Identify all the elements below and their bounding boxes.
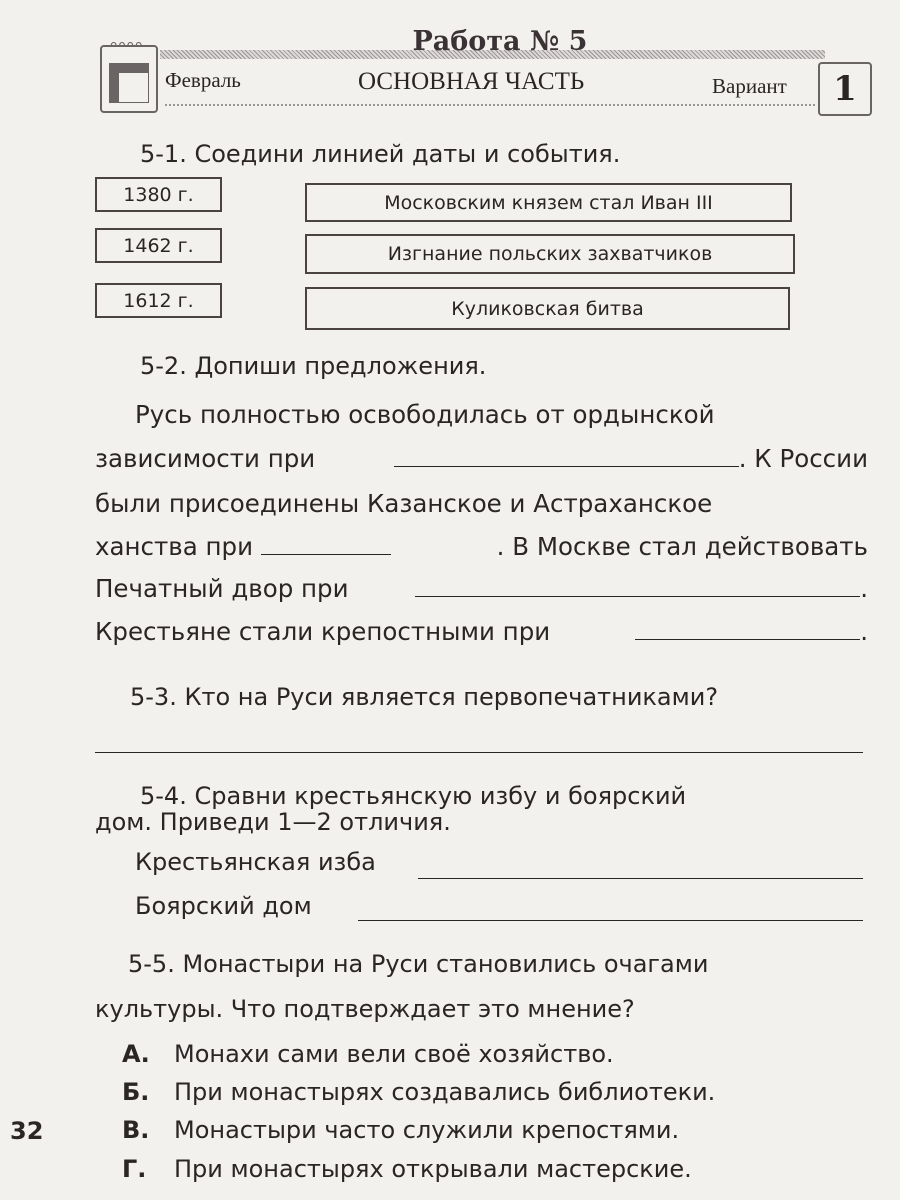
answer-blank[interactable]	[394, 445, 739, 467]
task4-heading-cont: дом. Приведи 1—2 отличия.	[95, 808, 451, 836]
text-line: Крестьяне стали крепостными при .	[95, 617, 868, 646]
task4-heading: 5-4. Сравни крестьянскую избу и боярский	[140, 782, 687, 810]
header-dotted-rule	[165, 104, 815, 106]
task5-heading-cont: культуры. Что подтверждает это мнение?	[95, 995, 635, 1023]
answer-line[interactable]	[95, 752, 863, 753]
answer-line[interactable]	[358, 920, 863, 921]
event-box: Изгнание польских захватчиков	[305, 234, 795, 274]
answer-blank[interactable]	[261, 533, 391, 555]
answer-blank[interactable]	[635, 618, 860, 640]
text-line: были присоединены Казанское и Астраханское	[95, 489, 713, 518]
task1-heading: 5-1. Соедини линией даты и события.	[140, 140, 621, 168]
variant-number: 1	[818, 62, 872, 116]
page-title: Работа № 5	[412, 26, 588, 57]
option-a[interactable]: А. Монахи сами вели своё хозяйство.	[122, 1040, 614, 1068]
option-v[interactable]: В. Монастыри часто служили крепостями.	[122, 1116, 680, 1144]
answer-blank[interactable]	[415, 575, 860, 597]
event-box: Московским князем стал Иван III	[305, 183, 792, 222]
text-line: Печатный двор при .	[95, 574, 868, 603]
task3-heading: 5-3. Кто на Руси является первопечатниками?	[130, 683, 719, 711]
task5-heading: 5-5. Монастыри на Руси становились очагами	[128, 950, 709, 978]
month-label: Февраль	[165, 68, 241, 92]
calendar-icon: ᴖᴖᴖᴖ	[100, 45, 158, 113]
peasant-hut-label: Крестьянская изба	[135, 848, 376, 876]
date-box: 1462 г.	[95, 228, 222, 263]
text-line: зависимости при . К России	[95, 444, 868, 473]
text-line: Русь полностью освободилась от ордынской	[135, 400, 715, 429]
section-title: ОСНОВНАЯ ЧАСТЬ	[358, 68, 585, 95]
boyar-house-label: Боярский дом	[135, 892, 312, 920]
event-box: Куликовская битва	[305, 287, 790, 330]
option-g[interactable]: Г. При монастырях открывали мастерские.	[122, 1155, 692, 1183]
date-box: 1380 г.	[95, 177, 222, 212]
answer-line[interactable]	[418, 878, 863, 879]
option-b[interactable]: Б. При монастырях создавались библиотеки.	[122, 1078, 716, 1106]
date-box: 1612 г.	[95, 283, 222, 318]
variant-label: Вариант	[712, 74, 787, 98]
task2-heading: 5-2. Допиши предложения.	[140, 352, 487, 380]
text-line: ханства при . В Москве стал действовать	[95, 532, 868, 561]
page-number: 32	[10, 1117, 44, 1145]
